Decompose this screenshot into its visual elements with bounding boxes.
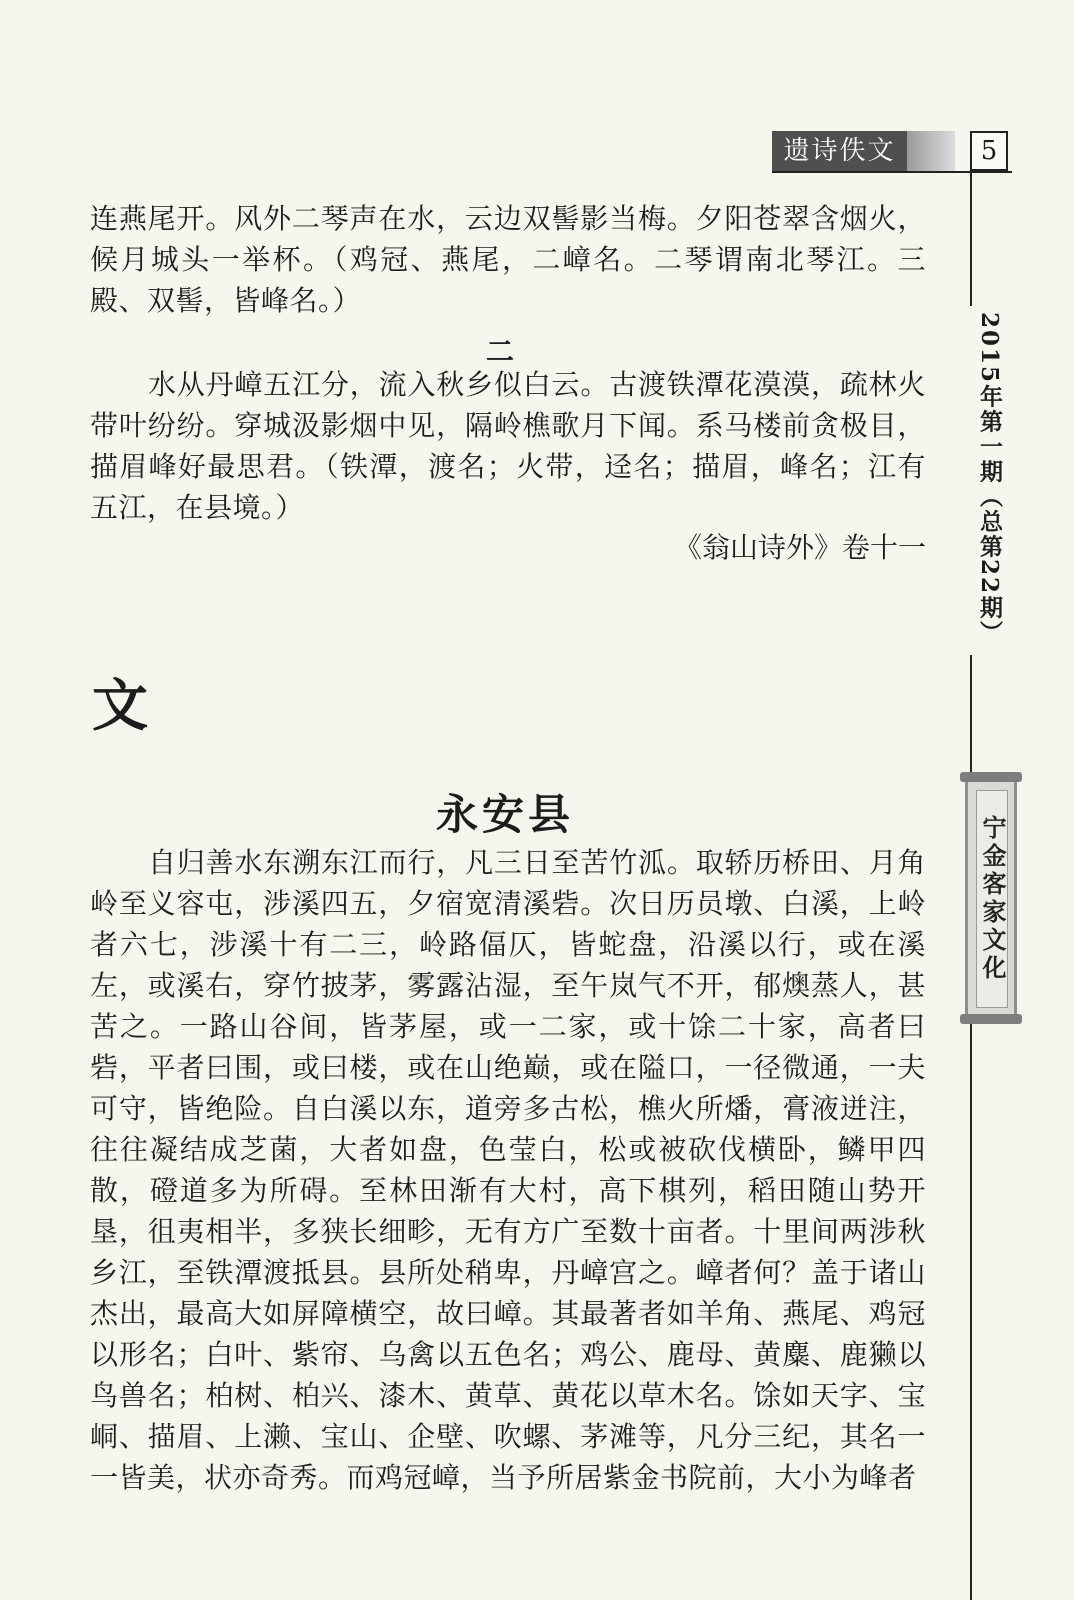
poem-source: 《翁山诗外》卷十一 (673, 531, 926, 564)
scroll-bottom-rod (960, 1014, 1022, 1024)
margin-rule (970, 1022, 972, 1600)
header-rule (772, 171, 1012, 173)
journal-name: 宁金客家文化 (976, 790, 1008, 1008)
poem-stanza-number: 二 (485, 335, 514, 368)
poem-stanza-1-tail: 连燕尾开。风外二琴声在水，云边双髻影当梅。夕阳苍翠含烟火，候月城头一举杯。（鸡冠、燕尾，二嶂名。二琴谓南北琴江。三殿、双髻，皆峰名。） (90, 202, 926, 317)
scroll-top-rod (960, 772, 1022, 782)
margin-rule (970, 171, 972, 306)
page-number: 5 (970, 131, 1008, 171)
margin-rule (970, 655, 972, 777)
section-heading: 文 (92, 673, 148, 739)
article-title: 永安县 (435, 790, 574, 839)
section-label-tail (907, 131, 955, 171)
article-body: 自归善水东溯东江而行，凡三日至苦竹泒。取轿历桥田、月角岭至义容屯，涉溪四五，夕宿宽清溪砦。次日历员墩、白溪，上岭者六七，涉溪十有二三，岭路偪仄，皆蛇盘，沿溪以行，或在溪左，或溪右，穿竹披茅，雾露沾湿，至午岚气不开，郁燠蒸人，甚苦之。一路山谷间，皆茅屋，或一二家，或十馀二十家，高者曰砦，平者曰围，或曰楼，或在山绝巅，或在隘口，一径微通，一夫可守，皆绝险。自白溪以东，道旁多古松，樵火所燔，膏液迸注，往往凝结成芝菌，大者如盘，色莹白，松或被砍伐横卧，鳞甲四散，磴道多为所碍。至林田渐有大村，高下棋列，稻田随山势开垦，徂夷相半，多狭长细畛，无有方广至数十亩者。十里间两涉秋乡江，至铁潭渡抵县。县所处稍卑，丹嶂宫之。嶂者何？盖于诸山杰出，最高大如屏障横空，故曰嶂。其最著者如羊角、燕尾、鸡冠以形名；白叶、紫帘、乌禽以五色名；鸡公、鹿母、黄麋、鹿獭以鸟兽名；柏树、柏兴、漆木、黄草、黄花以草木名。馀如天字、宝峒、描眉、上濑、宝山、企壁、吹螺、茅滩等，凡分三纪，其名一一皆美，状亦奇秀。而鸡冠嶂，当予所居紫金书院前，大小为峰者 (90, 846, 926, 1494)
section-label: 遗诗佚文 (772, 131, 907, 171)
poem-stanza-2: 水从丹嶂五江分，流入秋乡似白云。古渡铁潭花漠漠，疏林火带叶纷纷。穿城汲影烟中见，隔岭樵歌月下闻。系马楼前贪极目，描眉峰好最思君。（铁潭，渡名；火带，迳名；描眉，峰名；江有五江，在县境。） (90, 368, 926, 524)
issue-label: 2015年第一期（总第22期） (976, 312, 1003, 646)
